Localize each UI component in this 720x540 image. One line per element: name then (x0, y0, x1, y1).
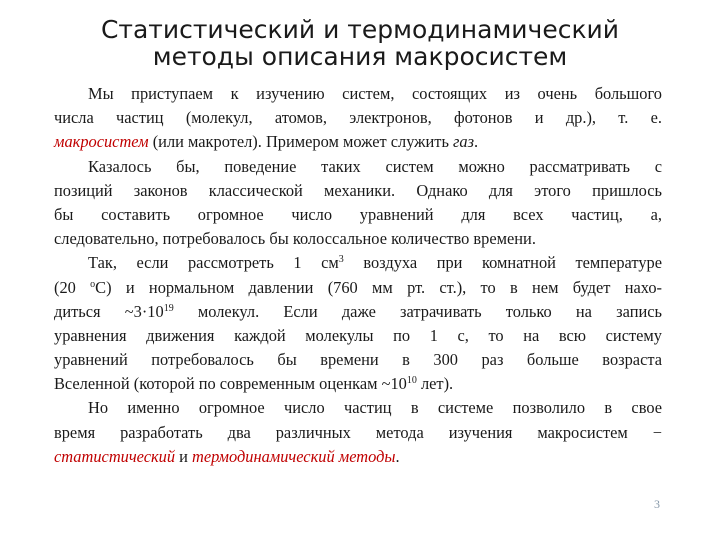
term-thermodynamic-methods: термодинамический методы (192, 446, 396, 466)
paragraph-1-line-2: числа частиц (молекул, атомов, электронов, фотонов и др.), т. е. (54, 108, 662, 128)
paragraph-4-line-1: Но именно огромное число частиц в системе позволило в свое (88, 398, 662, 418)
paragraph-4-line-3 (54, 445, 662, 469)
term-gas: газ (453, 132, 475, 152)
superscript-degree: o (90, 278, 96, 290)
paragraph-3-line-6-a: Вселенной (которой по современным оценкам ~10 (54, 374, 407, 394)
paragraph-4-line-3-mid: и (175, 446, 193, 466)
title-line-2: методы описания макросистем (152, 42, 568, 71)
paragraph-1-line-3-text: (или макротел). Примером может служить (148, 132, 454, 152)
paragraph-3-line-1 (54, 251, 662, 275)
paragraph-2-line-1: Казалось бы, поведение таких систем можно рассматривать с (88, 156, 662, 176)
paragraph-1-line-3 (54, 130, 662, 154)
paragraph-4-line-3-end: . (395, 446, 400, 466)
paragraph-3-line-2-a: (20 (54, 277, 91, 297)
paragraph-2-line-4: следовательно, потребовалось бы колоссальное количество времени. (54, 229, 536, 249)
paragraph-2-line-3: бы составить огромное число уравнений для всех частиц, а, (54, 204, 662, 224)
paragraph-3-line-2 (54, 276, 662, 300)
paragraph-3-line-3 (54, 300, 662, 324)
paragraph-2-line-2: позиций законов классической механики. Однако для этого пришлось (54, 180, 662, 200)
paragraph-3-line-3-a: диться ~3·10 (54, 301, 164, 321)
paragraph-3-line-1-a: Так, если рассмотреть 1 см (88, 253, 339, 273)
paragraph-3-line-6-b: лет). (416, 374, 454, 394)
title-line-1: Статистический и термодинамический (100, 15, 620, 44)
paragraph-3-line-4: уравнения движения каждой молекулы по 1 с, то на всю систему (54, 325, 662, 345)
term-macrosystems: макросистем (54, 132, 149, 152)
superscript-exponent-19: 19 (163, 302, 174, 314)
paragraph-1-line-1: Мы приступаем к изучению систем, состоящих из очень большого (88, 84, 662, 103)
superscript-exponent-10: 10 (406, 375, 417, 387)
term-statistical: статистический (54, 446, 176, 466)
slide-body (54, 82, 662, 469)
paragraph-1-line-3-end: . (474, 132, 479, 152)
paragraph-3-line-6 (54, 372, 662, 396)
paragraph-3-line-1-b: воздуха при комнатной температуре (343, 253, 662, 273)
paragraph-3-line-3-b: молекул. Если даже затрачивать только на запись (173, 301, 662, 321)
superscript-cubed: 3 (338, 254, 344, 266)
paragraph-3-line-2-b: С) и нормальном давлении (760 мм рт. ст.), то в нем будет нахо- (95, 277, 662, 297)
paragraph-4-line-2: время разработать два различных метода изучения макросистем − (54, 422, 662, 442)
page-number: 3 (654, 497, 660, 511)
paragraph-3-line-5: уравнений потребовалось бы времени в 300 раз больше возраста (54, 350, 662, 370)
slide-title (40, 16, 680, 70)
